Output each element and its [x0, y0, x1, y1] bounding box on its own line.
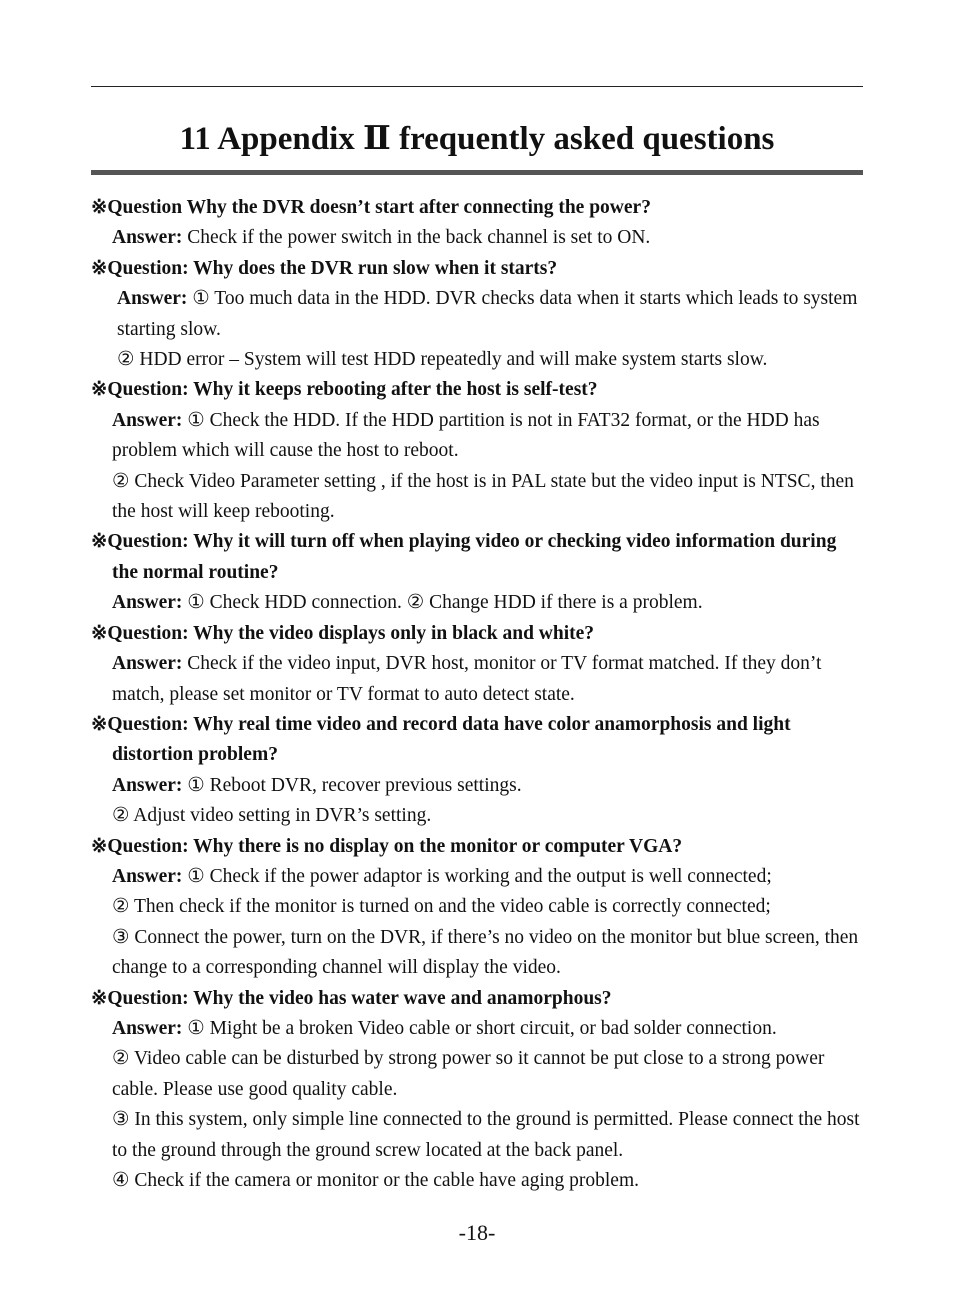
answer-label: Answer: [112, 653, 183, 675]
faq-answer-3-line-2: ② Check Video Parameter setting , if the host is in PAL state but the video input is NTSC, then the host will keep rebooting. [112, 470, 854, 523]
faq-answer-6 [91, 771, 863, 801]
faq-question-6: ※Question: Why real time video and record data have color anamorphosis and light distortion problem? [91, 713, 791, 766]
faq-answer-2-line-2: ② HDD error – System will test HDD repeatedly and will make system starts slow. [117, 349, 768, 371]
faq-question-7: ※Question: Why there is no display on the monitor or computer VGA? [91, 835, 683, 857]
answer-text: ① Might be a broken Video cable or short circuit, or bad solder connection. [182, 1017, 777, 1039]
answer-text: Check if the power switch in the back channel is set to ON. [182, 227, 651, 249]
answer-text: ① Check the HDD. If the HDD partition is not in FAT32 format, or the HDD has problem which will cause the host to reboot. [112, 409, 820, 462]
answer-label: Answer: [112, 1017, 183, 1039]
page-number: -18- [458, 1220, 496, 1245]
faq-answer-8-line-2: ② Video cable can be disturbed by strong power so it cannot be put close to a strong power cable. Please use good quality cable. [112, 1048, 825, 1100]
faq-answer-7 [91, 862, 863, 892]
faq-answer-6-line-2: ② Adjust video setting in DVR’s setting. [112, 805, 432, 827]
faq-answer-3 [91, 406, 863, 467]
answer-label: Answer: [112, 409, 183, 431]
faq-answer-8-line-4: ④ Check if the camera or monitor or the cable have aging problem. [112, 1170, 639, 1191]
faq-question-3: ※Question: Why it keeps rebooting after the host is self-test? [91, 379, 598, 401]
header-rule [91, 86, 863, 87]
faq-answer-1 [91, 223, 863, 253]
answer-text: ① Reboot DVR, recover previous settings. [182, 774, 522, 796]
answer-label: Answer: [112, 227, 183, 249]
answer-label: Answer: [117, 288, 188, 310]
title-rule [91, 170, 863, 175]
answer-label: Answer: [112, 865, 183, 887]
faq-answer-8 [91, 1014, 863, 1044]
faq-question-5: ※Question: Why the video displays only in black and white? [91, 622, 595, 644]
faq-list [91, 193, 863, 1196]
faq-answer-7-line-2: ② Then check if the monitor is turned on and the video cable is correctly connected; [112, 896, 771, 918]
faq-answer-8-line-3: ③ In this system, only simple line connected to the ground is permitted. Please connect the host to the ground through the ground screw located at the back panel. [112, 1109, 860, 1161]
answer-text: Check if the video input, DVR host, monitor or TV format matched. If they don’t match, please set monitor or TV format to auto detect state. [112, 653, 822, 705]
faq-question-8: ※Question: Why the video has water wave and anamorphous? [91, 987, 612, 1009]
faq-answer-7-line-3: ③ Connect the power, turn on the DVR, if there’s no video on the monitor but blue screen, then change to a corresponding channel will display the video. [112, 926, 859, 979]
answer-label: Answer: [112, 592, 183, 614]
faq-question-1: ※Question Why the DVR doesn’t start after connecting the power? [91, 197, 651, 218]
answer-text: ① Too much data in the HDD. DVR checks data when it starts which leads to system starting slow. [117, 288, 858, 340]
faq-question-4: ※Question: Why it will turn off when playing video or checking video information during the normal routine? [91, 531, 837, 583]
answer-label: Answer: [112, 774, 183, 796]
faq-answer-5 [91, 649, 863, 710]
page-title: 11 Appendix Ⅱ frequently asked questions [179, 121, 775, 157]
answer-text: ① Check HDD connection. ② Change HDD if there is a problem. [182, 592, 703, 614]
faq-answer-2 [91, 284, 863, 345]
faq-answer-4 [91, 588, 863, 618]
answer-text: ① Check if the power adaptor is working and the output is well connected; [182, 865, 772, 887]
faq-question-2: ※Question: Why does the DVR run slow when it starts? [91, 257, 558, 279]
